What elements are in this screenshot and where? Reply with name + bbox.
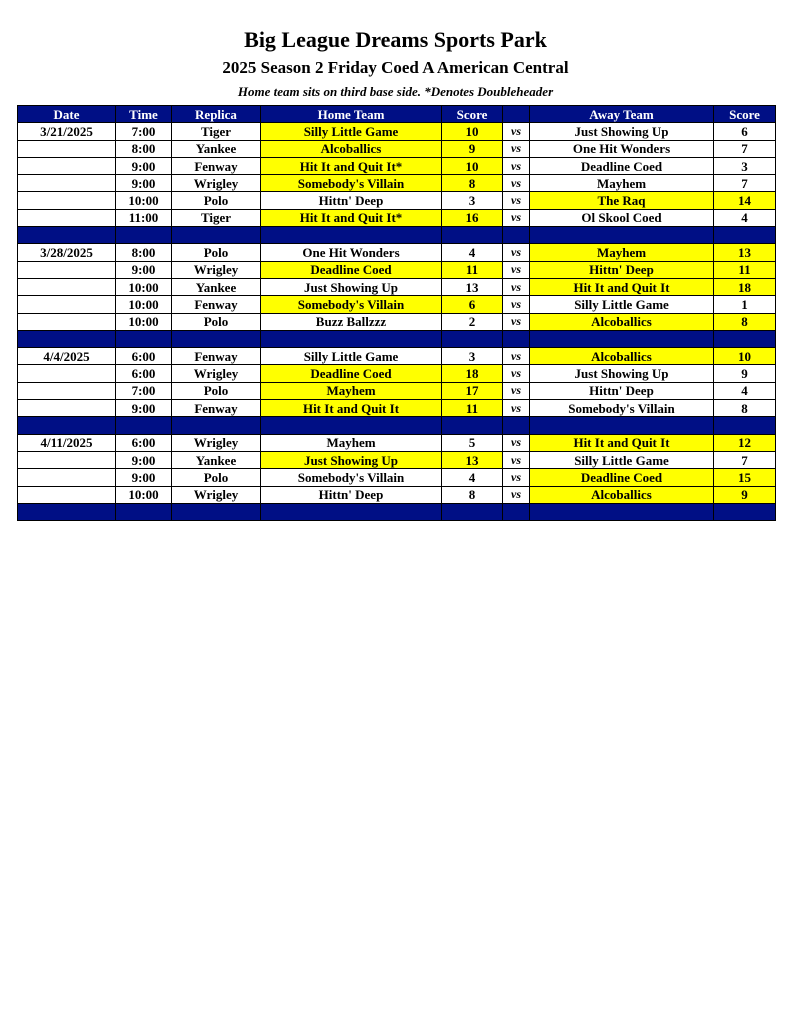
- game-time: 10:00: [116, 192, 172, 209]
- home-team: Just Showing Up: [261, 278, 442, 295]
- away-team: Hit It and Quit It: [530, 278, 714, 295]
- game-date: [18, 209, 116, 226]
- game-row: [18, 451, 776, 468]
- week-separator: [18, 227, 776, 244]
- game-row: [18, 313, 776, 330]
- home-team: Hit It and Quit It*: [261, 157, 442, 174]
- home-score: 11: [442, 400, 503, 417]
- home-team: Mayhem: [261, 382, 442, 399]
- game-row: [18, 278, 776, 295]
- game-replica-field: Fenway: [172, 296, 261, 313]
- separator-cell: [714, 227, 776, 244]
- col-header-away-team: Away Team: [530, 106, 714, 123]
- separator-cell: [530, 417, 714, 434]
- vs-label: vs: [503, 209, 530, 226]
- home-score: 4: [442, 244, 503, 261]
- away-team: Just Showing Up: [530, 123, 714, 140]
- game-date: 4/4/2025: [18, 348, 116, 365]
- game-replica-field: Polo: [172, 244, 261, 261]
- game-time: 10:00: [116, 486, 172, 503]
- home-score: 10: [442, 157, 503, 174]
- vs-label: vs: [503, 469, 530, 486]
- away-score: 7: [714, 175, 776, 192]
- game-time: 9:00: [116, 175, 172, 192]
- game-date: [18, 313, 116, 330]
- away-score: 12: [714, 434, 776, 451]
- away-score: 18: [714, 278, 776, 295]
- game-row: [18, 400, 776, 417]
- home-team: Alcoballics: [261, 140, 442, 157]
- separator-cell: [172, 330, 261, 347]
- home-score: 18: [442, 365, 503, 382]
- vs-label: vs: [503, 261, 530, 278]
- col-header-home-team: Home Team: [261, 106, 442, 123]
- schedule-table: [17, 105, 776, 521]
- game-date: 3/21/2025: [18, 123, 116, 140]
- away-team: Silly Little Game: [530, 451, 714, 468]
- col-header-vs: [503, 106, 530, 123]
- game-date: [18, 365, 116, 382]
- vs-label: vs: [503, 434, 530, 451]
- schedule-body: [18, 123, 776, 521]
- game-replica-field: Tiger: [172, 123, 261, 140]
- home-score: 17: [442, 382, 503, 399]
- game-time: 10:00: [116, 296, 172, 313]
- game-row: [18, 209, 776, 226]
- away-team: Just Showing Up: [530, 365, 714, 382]
- separator-cell: [18, 503, 116, 520]
- home-team: Deadline Coed: [261, 365, 442, 382]
- separator-cell: [503, 417, 530, 434]
- home-team: Deadline Coed: [261, 261, 442, 278]
- game-replica-field: Fenway: [172, 157, 261, 174]
- col-header-time: Time: [116, 106, 172, 123]
- game-replica-field: Polo: [172, 382, 261, 399]
- away-score: 15: [714, 469, 776, 486]
- separator-cell: [18, 417, 116, 434]
- separator-cell: [116, 330, 172, 347]
- week-separator: [18, 417, 776, 434]
- game-row: [18, 140, 776, 157]
- away-team: Mayhem: [530, 244, 714, 261]
- vs-label: vs: [503, 192, 530, 209]
- away-team: Alcoballics: [530, 348, 714, 365]
- vs-label: vs: [503, 365, 530, 382]
- home-team: Somebody's Villain: [261, 175, 442, 192]
- game-row: [18, 469, 776, 486]
- game-time: 10:00: [116, 278, 172, 295]
- game-date: [18, 192, 116, 209]
- home-team: Buzz Ballzzz: [261, 313, 442, 330]
- separator-cell: [172, 227, 261, 244]
- away-score: 14: [714, 192, 776, 209]
- game-row: [18, 382, 776, 399]
- game-row: [18, 244, 776, 261]
- game-row: [18, 486, 776, 503]
- home-team: One Hit Wonders: [261, 244, 442, 261]
- game-date: [18, 382, 116, 399]
- home-score: 8: [442, 486, 503, 503]
- game-date: [18, 157, 116, 174]
- away-team: Silly Little Game: [530, 296, 714, 313]
- separator-cell: [442, 417, 503, 434]
- away-score: 11: [714, 261, 776, 278]
- vs-label: vs: [503, 348, 530, 365]
- vs-label: vs: [503, 296, 530, 313]
- vs-label: vs: [503, 140, 530, 157]
- game-replica-field: Wrigley: [172, 434, 261, 451]
- home-score: 8: [442, 175, 503, 192]
- home-score: 9: [442, 140, 503, 157]
- home-team: Somebody's Villain: [261, 469, 442, 486]
- separator-cell: [116, 503, 172, 520]
- game-date: [18, 140, 116, 157]
- away-score: 6: [714, 123, 776, 140]
- home-team: Somebody's Villain: [261, 296, 442, 313]
- home-team: Hittn' Deep: [261, 192, 442, 209]
- home-score: 10: [442, 123, 503, 140]
- away-team: Hit It and Quit It: [530, 434, 714, 451]
- game-replica-field: Fenway: [172, 400, 261, 417]
- game-time: 8:00: [116, 244, 172, 261]
- separator-cell: [261, 330, 442, 347]
- separator-cell: [261, 417, 442, 434]
- separator-cell: [503, 227, 530, 244]
- separator-cell: [530, 503, 714, 520]
- game-replica-field: Fenway: [172, 348, 261, 365]
- separator-cell: [442, 227, 503, 244]
- separator-cell: [442, 330, 503, 347]
- vs-label: vs: [503, 157, 530, 174]
- separator-cell: [116, 417, 172, 434]
- home-score: 2: [442, 313, 503, 330]
- game-time: 8:00: [116, 140, 172, 157]
- away-score: 10: [714, 348, 776, 365]
- away-team: Alcoballics: [530, 486, 714, 503]
- home-score: 6: [442, 296, 503, 313]
- away-team: Ol Skool Coed: [530, 209, 714, 226]
- home-score: 13: [442, 278, 503, 295]
- col-header-away-score: Score: [714, 106, 776, 123]
- page-subtitle: 2025 Season 2 Friday Coed A American Central: [222, 58, 569, 77]
- game-time: 10:00: [116, 313, 172, 330]
- separator-cell: [261, 503, 442, 520]
- game-replica-field: Tiger: [172, 209, 261, 226]
- home-team: Mayhem: [261, 434, 442, 451]
- away-score: 4: [714, 209, 776, 226]
- away-score: 1: [714, 296, 776, 313]
- vs-label: vs: [503, 313, 530, 330]
- separator-cell: [442, 503, 503, 520]
- game-time: 9:00: [116, 469, 172, 486]
- away-team: Deadline Coed: [530, 157, 714, 174]
- vs-label: vs: [503, 175, 530, 192]
- vs-label: vs: [503, 382, 530, 399]
- away-team: Deadline Coed: [530, 469, 714, 486]
- separator-cell: [172, 417, 261, 434]
- col-header-replica: Replica: [172, 106, 261, 123]
- game-time: 11:00: [116, 209, 172, 226]
- game-time: 6:00: [116, 434, 172, 451]
- separator-cell: [503, 330, 530, 347]
- vs-label: vs: [503, 400, 530, 417]
- game-row: [18, 175, 776, 192]
- game-row: [18, 434, 776, 451]
- game-row: [18, 261, 776, 278]
- separator-cell: [714, 330, 776, 347]
- col-header-home-score: Score: [442, 106, 503, 123]
- away-score: 9: [714, 365, 776, 382]
- away-team: Hittn' Deep: [530, 382, 714, 399]
- home-score: 3: [442, 192, 503, 209]
- game-date: [18, 400, 116, 417]
- game-replica-field: Wrigley: [172, 365, 261, 382]
- separator-cell: [18, 330, 116, 347]
- away-score: 9: [714, 486, 776, 503]
- game-date: 3/28/2025: [18, 244, 116, 261]
- separator-cell: [261, 227, 442, 244]
- home-team: Hit It and Quit It*: [261, 209, 442, 226]
- game-replica-field: Yankee: [172, 451, 261, 468]
- home-team: Just Showing Up: [261, 451, 442, 468]
- home-score: 5: [442, 434, 503, 451]
- game-replica-field: Polo: [172, 313, 261, 330]
- vs-label: vs: [503, 123, 530, 140]
- game-date: [18, 261, 116, 278]
- separator-cell: [18, 227, 116, 244]
- header-row: [18, 106, 776, 123]
- away-score: 7: [714, 451, 776, 468]
- away-score: 8: [714, 313, 776, 330]
- vs-label: vs: [503, 451, 530, 468]
- separator-cell: [714, 503, 776, 520]
- away-team: One Hit Wonders: [530, 140, 714, 157]
- game-date: [18, 469, 116, 486]
- game-replica-field: Wrigley: [172, 175, 261, 192]
- game-replica-field: Polo: [172, 192, 261, 209]
- game-time: 6:00: [116, 365, 172, 382]
- game-time: 6:00: [116, 348, 172, 365]
- game-row: [18, 296, 776, 313]
- home-team: Silly Little Game: [261, 348, 442, 365]
- game-date: [18, 296, 116, 313]
- away-score: 7: [714, 140, 776, 157]
- game-time: 7:00: [116, 382, 172, 399]
- away-team: Mayhem: [530, 175, 714, 192]
- game-date: [18, 451, 116, 468]
- game-time: 9:00: [116, 400, 172, 417]
- separator-cell: [116, 227, 172, 244]
- vs-label: vs: [503, 244, 530, 261]
- game-time: 9:00: [116, 157, 172, 174]
- week-separator: [18, 503, 776, 520]
- home-score: 4: [442, 469, 503, 486]
- separator-cell: [714, 417, 776, 434]
- game-replica-field: Yankee: [172, 278, 261, 295]
- away-team: Alcoballics: [530, 313, 714, 330]
- separator-cell: [530, 227, 714, 244]
- away-team: Hittn' Deep: [530, 261, 714, 278]
- away-score: 4: [714, 382, 776, 399]
- separator-cell: [172, 503, 261, 520]
- game-row: [18, 348, 776, 365]
- game-row: [18, 365, 776, 382]
- col-header-date: Date: [18, 106, 116, 123]
- game-row: [18, 157, 776, 174]
- game-date: [18, 175, 116, 192]
- away-score: 8: [714, 400, 776, 417]
- page-title: Big League Dreams Sports Park: [244, 27, 547, 52]
- game-time: 9:00: [116, 451, 172, 468]
- separator-cell: [503, 503, 530, 520]
- home-score: 11: [442, 261, 503, 278]
- away-team: The Raq: [530, 192, 714, 209]
- game-replica-field: Wrigley: [172, 486, 261, 503]
- home-team: Silly Little Game: [261, 123, 442, 140]
- home-score: 16: [442, 209, 503, 226]
- game-date: 4/11/2025: [18, 434, 116, 451]
- separator-cell: [530, 330, 714, 347]
- game-time: 7:00: [116, 123, 172, 140]
- game-time: 9:00: [116, 261, 172, 278]
- home-team: Hit It and Quit It: [261, 400, 442, 417]
- vs-label: vs: [503, 278, 530, 295]
- vs-label: vs: [503, 486, 530, 503]
- week-separator: [18, 330, 776, 347]
- away-score: 13: [714, 244, 776, 261]
- game-date: [18, 278, 116, 295]
- game-date: [18, 486, 116, 503]
- game-replica-field: Polo: [172, 469, 261, 486]
- game-replica-field: Yankee: [172, 140, 261, 157]
- home-team: Hittn' Deep: [261, 486, 442, 503]
- home-score: 3: [442, 348, 503, 365]
- game-row: [18, 192, 776, 209]
- home-score: 13: [442, 451, 503, 468]
- game-row: [18, 123, 776, 140]
- schedule-note: Home team sits on third base side. *Denotes Doubleheader: [237, 84, 554, 99]
- away-score: 3: [714, 157, 776, 174]
- away-team: Somebody's Villain: [530, 400, 714, 417]
- game-replica-field: Wrigley: [172, 261, 261, 278]
